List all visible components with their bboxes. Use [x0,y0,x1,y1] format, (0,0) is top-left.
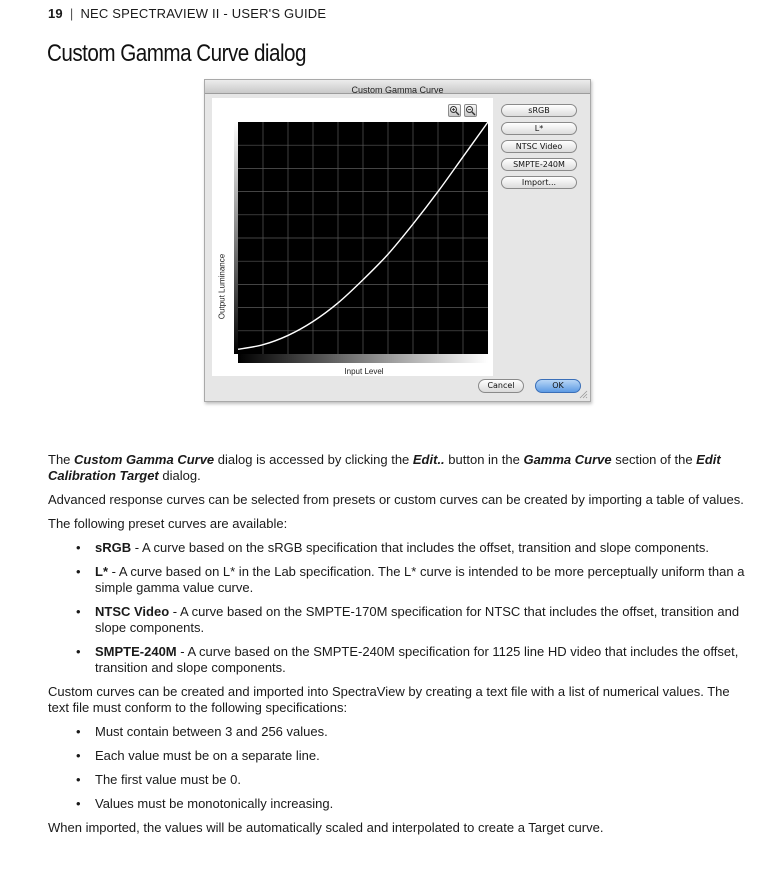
custom-curves-paragraph: Custom curves can be created and imported into SpectraView by creating a text file with a list of numerical values. The text file must conform to the following specifications: [48,684,730,715]
header-separator: | [69,6,74,21]
ntsc-video-button[interactable]: NTSC Video [501,140,577,153]
list-item: • Values must be monotonically increasing. [76,796,334,811]
smpte-240m-button[interactable]: SMPTE-240M [501,158,577,171]
ok-button[interactable]: OK [535,379,581,393]
dialog-titlebar[interactable] [205,80,590,94]
import-button[interactable]: Import... [501,176,577,189]
advanced-paragraph: Advanced response curves can be selected from presets or custom curves can be created by importing a table of values. [48,492,744,507]
gamma-curve-plot-panel: Output Luminance Input Level [212,98,493,376]
list-item: • Each value must be on a separate line. [76,748,320,763]
resize-grip-icon[interactable] [579,390,588,399]
list-item: • The first value must be 0. [76,772,241,787]
zoom-in-icon [449,105,460,116]
preset-list [48,540,745,676]
closing-paragraph: When imported, the values will be automatically scaled and interpolated to create a Target curve. [48,820,604,835]
dialog-title: Custom Gamma Curve [351,85,444,95]
presets-intro: The following preset curves are available: [48,516,288,531]
spec-list [48,724,745,812]
list-item: • sRGB - A curve based on the sRGB specification that includes the offset, transition and slope components. [76,540,710,555]
guide-title: NEC SPECTRAVIEW II - USER'S GUIDE [80,6,327,21]
list-item: • L* - A curve based on L* in the Lab specification. The L* curve is intended to be more perceptually uniform than a simple gamma value curve. [76,564,745,595]
page-number: 19 [48,6,63,21]
cancel-button[interactable]: Cancel [478,379,524,393]
intro-paragraph: The Custom Gamma Curve dialog is accessed by clicking the Edit.. button in the Gamma Curve section of the Edit Calibration Target dialog. [48,452,721,483]
custom-gamma-curve-dialog [204,79,591,402]
x-axis-label: Input Level [344,367,384,376]
gamma-curve-chart [212,98,493,376]
section-title: Custom Gamma Curve dialog [47,40,306,67]
list-item: • SMPTE-240M - A curve based on the SMPTE-240M specification for 1125 line HD video that includes the offset, transition and slope components. [76,644,739,675]
y-gradient-bar [234,122,238,354]
zoom-out-button[interactable] [464,104,477,117]
x-gradient-bar [238,354,488,363]
zoom-out-icon [465,105,476,116]
srgb-button[interactable]: sRGB [501,104,577,117]
body-text [48,452,745,844]
list-item: • Must contain between 3 and 256 values. [76,724,328,739]
zoom-in-button[interactable] [448,104,461,117]
list-item: • NTSC Video - A curve based on the SMPTE-170M specification for NTSC that includes the offset, transition and slope components. [76,604,740,635]
lstar-button[interactable]: L* [501,122,577,135]
page-header [48,6,326,21]
